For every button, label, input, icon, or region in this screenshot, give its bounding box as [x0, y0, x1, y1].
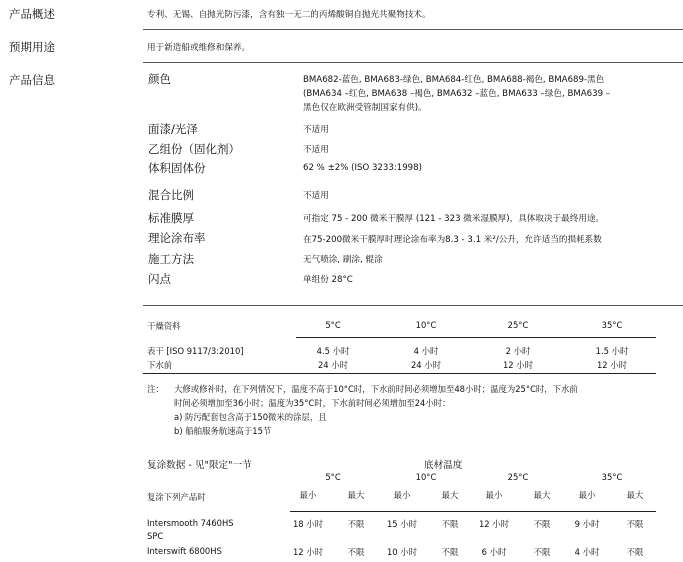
property-label-film-thickness: 标准膜厚	[148, 211, 194, 225]
overcoat-cell: 不限	[533, 519, 551, 529]
overview-text: 专利、无锡、自抛光防污漆，含有独一无二的丙烯酸铜自抛光共聚物技术。	[147, 10, 431, 20]
property-value-mix-ratio: 不适用	[303, 191, 329, 201]
overcoat-cell: 4 小时	[574, 547, 600, 557]
overcoat-max-header: 最大	[347, 490, 365, 500]
drying-cell: 24 小时	[410, 360, 442, 370]
overcoat-temp-10: 10°C	[415, 472, 437, 482]
note-line: 时间必须增加至36小时；温度为35°C时，下水前时间必须增加至24小时：	[174, 398, 451, 408]
overcoat-cell: 6 小时	[481, 547, 507, 557]
drying-temp-25: 25°C	[507, 320, 529, 330]
overcoat-cell: 15 小时	[386, 519, 418, 529]
overcoat-max-header: 最大	[626, 490, 644, 500]
overcoat-temp-25: 25°C	[507, 472, 529, 482]
overcoat-cell: 不限	[347, 519, 365, 529]
property-label-finish: 面漆/光泽	[148, 122, 198, 136]
drying-row-label: 下水前	[147, 360, 173, 370]
property-value-color-line3: 黑色仅在欧洲受管制国家有供)。	[303, 103, 427, 113]
drying-cell: 4.5 小时	[316, 346, 350, 356]
property-label-application: 施工方法	[148, 252, 194, 266]
drying-bottom-rule	[143, 373, 656, 374]
note-line: b) 船舶服务航速高于15节	[174, 426, 272, 436]
drying-temp-35: 35°C	[601, 320, 623, 330]
overcoat-temp-5: 5°C	[325, 472, 341, 482]
overcoat-cell: 不限	[533, 547, 551, 557]
property-value-film-thickness: 可指定 75 - 200 微米干膜厚 (121 - 323 微米湿膜厚)，具体取决于最终用途。	[303, 214, 605, 224]
product-info-heading: 产品信息	[9, 73, 55, 87]
drying-temp-5: 5°C	[325, 320, 341, 330]
overcoat-cell: 12 小时	[292, 547, 324, 557]
overcoat-min-header: 最小	[578, 490, 596, 500]
drying-cell: 4 小时	[413, 346, 439, 356]
overcoat-cell: 不限	[347, 547, 365, 557]
intended-use-heading: 预期用途	[9, 40, 55, 54]
overcoat-max-header: 最大	[441, 490, 459, 500]
property-value-part-b: 不适用	[303, 145, 329, 155]
property-label-color: 颜色	[148, 72, 171, 86]
property-label-part-b: 乙组份（固化剂）	[148, 142, 240, 156]
overcoat-header-rule	[290, 511, 656, 512]
note-line: a) 防污配套包含高于150微米的涂层，且	[174, 412, 327, 422]
drying-title: 干燥资料	[147, 321, 181, 331]
overcoat-max-header: 最大	[533, 490, 551, 500]
divider	[143, 29, 683, 30]
property-label-flash-point: 闪点	[148, 272, 171, 286]
overcoat-min-header: 最小	[299, 490, 317, 500]
overview-heading: 产品概述	[9, 7, 55, 21]
overcoat-cell: 10 小时	[386, 547, 418, 557]
overcoat-cell: 不限	[441, 547, 459, 557]
property-value-flash-point: 单组份 28°C	[303, 275, 353, 285]
drying-row-label: 表干 [ISO 9117/3:2010]	[147, 346, 244, 356]
drying-cell: 24 小时	[317, 360, 349, 370]
overcoat-cell: 不限	[441, 519, 459, 529]
overcoat-min-header: 最小	[393, 490, 411, 500]
property-value-application: 无气喷涂, 刷涂, 辊涂	[303, 255, 383, 265]
drying-temp-10: 10°C	[415, 320, 437, 330]
overcoat-title: 复涂数据 - 见"限定"一节	[147, 460, 252, 471]
property-value-volume-solids: 62 % ±2% (ISO 3233:1998)	[303, 163, 422, 173]
property-label-mix-ratio: 混合比例	[148, 188, 194, 202]
drying-cell: 1.5 小时	[595, 346, 629, 356]
substrate-temp-label: 底材温度	[424, 460, 463, 471]
intended-use-text: 用于新造船或维修和保养。	[147, 43, 251, 53]
drying-cell: 12 小时	[502, 360, 534, 370]
drying-cell: 2 小时	[505, 346, 531, 356]
divider	[143, 305, 683, 306]
property-value-finish: 不适用	[303, 125, 329, 135]
property-value-color-line1: BMA682-蓝色, BMA683-绿色, BMA684-红色, BMA688-褐色, BMA689-黑色	[303, 75, 605, 85]
property-label-volume-solids: 体积固体份	[148, 161, 206, 175]
overcoat-product-header: 复涂下列产品时	[147, 492, 206, 502]
property-value-coverage: 在75-200微米干膜厚时理论涂布率为8.3 - 3.1 米²/公升，允许适当的损耗系数	[303, 235, 602, 245]
overcoat-product: Interswift 6800HS	[147, 546, 222, 556]
note-prefix: 注：	[147, 384, 164, 394]
overcoat-temp-35: 35°C	[601, 472, 623, 482]
overcoat-cell: 不限	[626, 547, 644, 557]
overcoat-cell: 12 小时	[478, 519, 510, 529]
overcoat-product: Intersmooth 7460HS	[147, 518, 234, 528]
divider	[143, 62, 683, 63]
drying-header-rule	[296, 337, 656, 338]
drying-cell: 12 小时	[596, 360, 628, 370]
property-label-coverage: 理论涂布率	[148, 231, 206, 245]
overcoat-cell: 18 小时	[292, 519, 324, 529]
overcoat-cell: 不限	[626, 519, 644, 529]
note-line: 大修或修补时，在下列情况下，温度不高于10°C时，下水前时间必须增加至48小时；温度为25°C时，下水前	[174, 384, 578, 394]
property-value-color-line2: (BMA634 –红色, BMA638 –褐色, BMA632 –蓝色, BMA633 –绿色, BMA639 –	[303, 89, 611, 99]
overcoat-cell: 9 小时	[574, 519, 600, 529]
overcoat-min-header: 最小	[485, 490, 503, 500]
overcoat-product-cont: SPC	[147, 531, 164, 541]
